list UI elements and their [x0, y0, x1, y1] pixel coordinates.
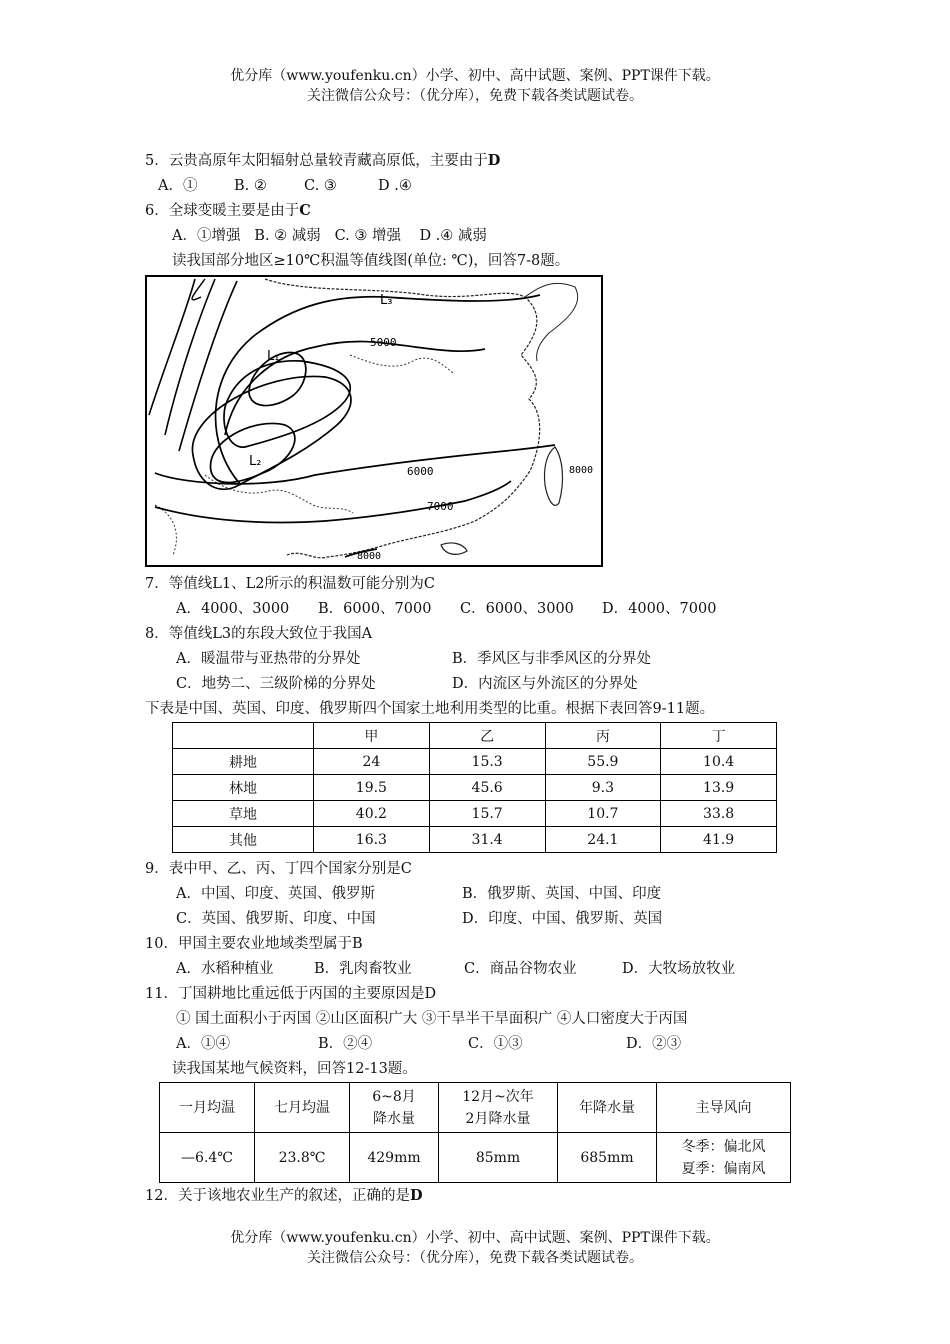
label-l3: L₃: [380, 293, 393, 308]
q7-options: A．4000、3000 B．6000、7000 C．6000、3000 D．4000、7000: [176, 601, 717, 617]
header-line-1: 优分库（www.youfenku.cn）小学、初中、高中试题、案例、PPT课件下载。: [230, 68, 720, 84]
q10-options: A．水稻种植业 B．乳肉畜牧业 C．商品谷物农业 D．大牧场放牧业: [176, 961, 736, 977]
q8-stem: 8．等值线L3的东段大致位于我国A: [145, 626, 373, 642]
q12-answer: D: [409, 1187, 423, 1204]
label-8000-east: 8000: [569, 465, 594, 476]
q11-stem: 11．丁国耕地比重远低于丙国的主要原因是D: [145, 986, 437, 1002]
label-6000: 6000: [407, 465, 434, 478]
q9-options-row1: A．中国、印度、英国、俄罗斯 B．俄罗斯、英国、中国、印度: [176, 886, 662, 902]
q7-stem: 7．等值线L1、L2所示的积温数可能分别为C: [145, 576, 436, 592]
q6-options: A．①增强 B. ② 减弱 C. ③ 增强 D .④ 减弱: [172, 228, 487, 244]
label-l2: L₂: [249, 454, 262, 469]
table-row: 其他 16.3 31.4 24.1 41.9: [173, 827, 777, 853]
q5-stem: 5．云贵高原年太阳辐射总量较青藏高原低，主要由于D: [145, 152, 501, 169]
table-row: 林地 19.5 45.6 9.3 13.9: [173, 775, 777, 801]
table-row: 耕地 24 15.3 55.9 10.4: [173, 749, 777, 775]
footer-line-2: 关注微信公众号：（优分库），免费下载各类试题试卷。: [307, 1250, 643, 1266]
q9-options-row2: C．英国、俄罗斯、印度、中国 D．印度、中国、俄罗斯、英国: [176, 911, 663, 927]
q9-stem: 9．表中甲、乙、丙、丁四个国家分别是C: [145, 861, 412, 877]
label-5000: 5000: [370, 336, 397, 349]
table-row: —6.4℃ 23.8℃ 429mm 85mm 685mm 冬季：偏北风 夏季：偏南风: [160, 1133, 791, 1183]
climate-table: [159, 1082, 791, 1183]
map-intro: 读我国部分地区≥10℃积温等值线图(单位: ℃)，回答7-8题。: [172, 253, 570, 269]
q8-options-row1: A．暖温带与亚热带的分界处 B．季风区与非季风区的分界处: [176, 651, 652, 667]
label-8000-south: 8000: [357, 551, 382, 562]
table1-intro: 下表是中国、英国、印度、俄罗斯四个国家土地利用类型的比重。根据下表回答9-11题。: [145, 701, 715, 717]
q11-options: A．①④ B．②④ C．①③ D．②③: [176, 1036, 682, 1052]
label-7000: 7000: [427, 500, 454, 513]
land-use-table: [172, 722, 777, 853]
table-header-row: 一月均温 七月均温 6~8月 降水量 12月~次年 2月降水量 年降水量 主导风向: [160, 1083, 791, 1133]
q10-stem: 10．甲国主要农业地域类型属于B: [145, 936, 363, 952]
footer-line-1: 优分库（www.youfenku.cn）小学、初中、高中试题、案例、PPT课件下载。: [230, 1230, 720, 1246]
table-header-row: 甲 乙 丙 丁: [173, 723, 777, 749]
q5-options: A．① B. ② C. ③ D .④: [158, 178, 412, 194]
q6-stem: 6．全球变暖主要是由于C: [145, 202, 311, 219]
q5-answer: D: [487, 152, 501, 169]
header-line-2: 关注微信公众号：（优分库），免费下载各类试题试卷。: [307, 88, 643, 104]
q6-answer: C: [299, 202, 311, 219]
table-row: 草地 40.2 15.7 10.7 33.8: [173, 801, 777, 827]
q11-statements: ① 国土面积小于丙国 ②山区面积广大 ③干旱半干旱面积广 ④人口密度大于丙国: [176, 1011, 688, 1027]
isotherm-map: [145, 275, 603, 567]
label-l1: L₁: [267, 349, 280, 364]
q12-stem: 12．关于该地农业生产的叙述，正确的是D: [145, 1187, 423, 1204]
q8-options-row2: C．地势二、三级阶梯的分界处 D．内流区与外流区的分界处: [176, 676, 638, 692]
table2-intro: 读我国某地气候资料，回答12-13题。: [172, 1061, 417, 1077]
